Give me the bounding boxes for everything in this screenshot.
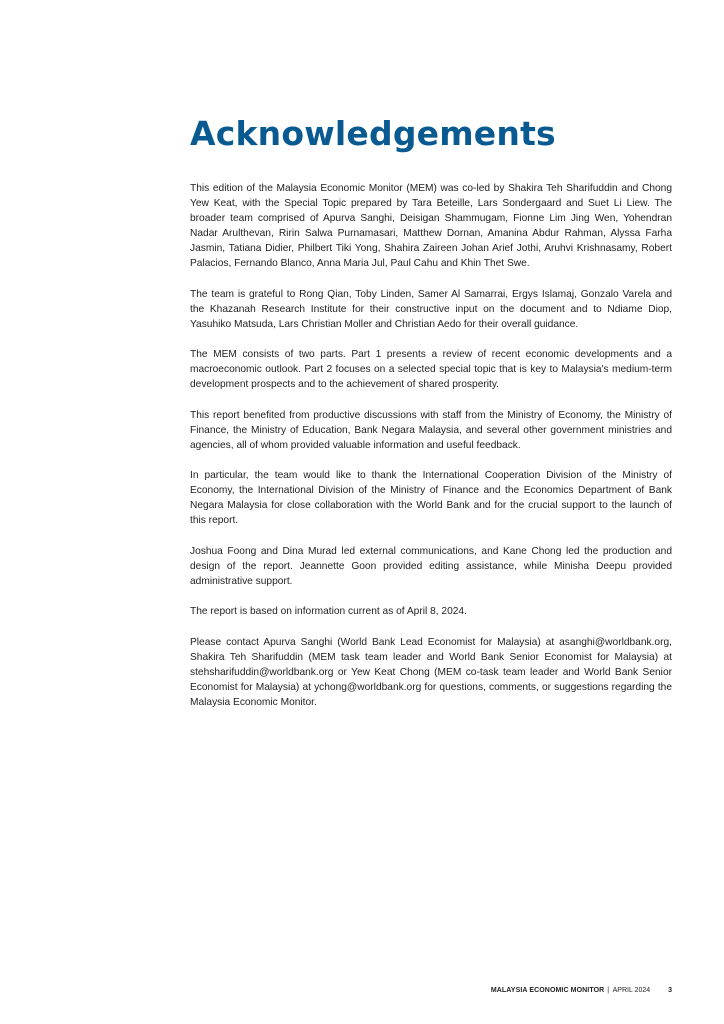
page-footer [491,986,672,996]
footer-separator: | [607,987,610,994]
paragraph-thanks: In particular, the team would like to thank the International Cooperation Division of the Ministry of Economy, the International Division of the Ministry of Finance and the Economics Department of Bank Negara Malaysia for close collaboration with the World Bank and for the crucial support to the launch of this report. [190,470,672,526]
body-text [190,181,672,725]
paragraph-discussions: This report benefited from productive discussions with staff from the Ministry of Economy, the Ministry of Finance, the Ministry of Education, Bank Negara Malaysia, and several other government ministries and agencies, all of whom provided valuable information and useful feedback. [190,409,672,451]
paragraph-contact: Please contact Apurva Sanghi (World Bank Lead Economist for Malaysia) at asanghi@worldbank.org, Shakira Teh Sharifuddin (MEM task team leader and World Bank Senior Economist for Malaysia) at stehsharifuddin@worldbank.org or Yew Keat Chong (MEM co-task team leader and World Bank Senior Economist for Malaysia) at ychong@worldbank.org for questions, comments, or suggestions regarding the Malaysia Economic Monitor. [190,636,672,708]
paragraph-information-date: The report is based on information current as of April 8, 2024. [190,606,467,617]
paragraph-structure: The MEM consists of two parts. Part 1 presents a review of recent economic developments and a macroeconomic outlook. Part 2 focuses on a selected special topic that is key to Malaysia's medium-term development prospects and to the achievement of shared prosperity. [190,349,672,390]
footer-date: APRIL 2024 [612,987,651,994]
page-number: 3 [668,987,672,994]
paragraph-production: Joshua Foong and Dina Murad led external communications, and Kane Chong led the production and design of the report. Jeannette Goon provided editing assistance, while Minisha Deepu provided administrative support. [190,545,672,587]
footer-publication: MALAYSIA ECONOMIC MONITOR [490,987,605,994]
page-title: Acknowledgements [190,114,556,153]
paragraph-gratitude: The team is grateful to Rong Qian, Toby Linden, Samer Al Samarrai, Ergys Islamaj, Gonzalo Varela and the Khazanah Research Institute for their constructive input on the document and to Ndiame Diop, Yasuhiko Matsuda, Lars Christian Moller and Christian Aedo for their overall guidance. [190,288,672,330]
paragraph-team: This edition of the Malaysia Economic Monitor (MEM) was co-led by Shakira Teh Sharifuddin and Chong Yew Keat, with the Special Topic prepared by Tara Beteille, Lars Sondergaard and Suet Li Liew. The broader team comprised of Apurva Sanghi, Deisigan Shammugam, Fionne Lim Jing Wen, Yohendran Nadar Arulthevan, Ririn Salwa Purnamasari, Matthew Dornan, Amanina Abdur Rahman, Alyssa Farha Jasmin, Tatiana Didier, Philbert Tiki Yong, Shahira Zaireen Johan Arief Jothi, Aruhvi Krishnasamy, Robert Palacios, Fernando Blanco, Anna Maria Jul, Paul Cahu and Khin Thet Swe. [190,183,672,269]
